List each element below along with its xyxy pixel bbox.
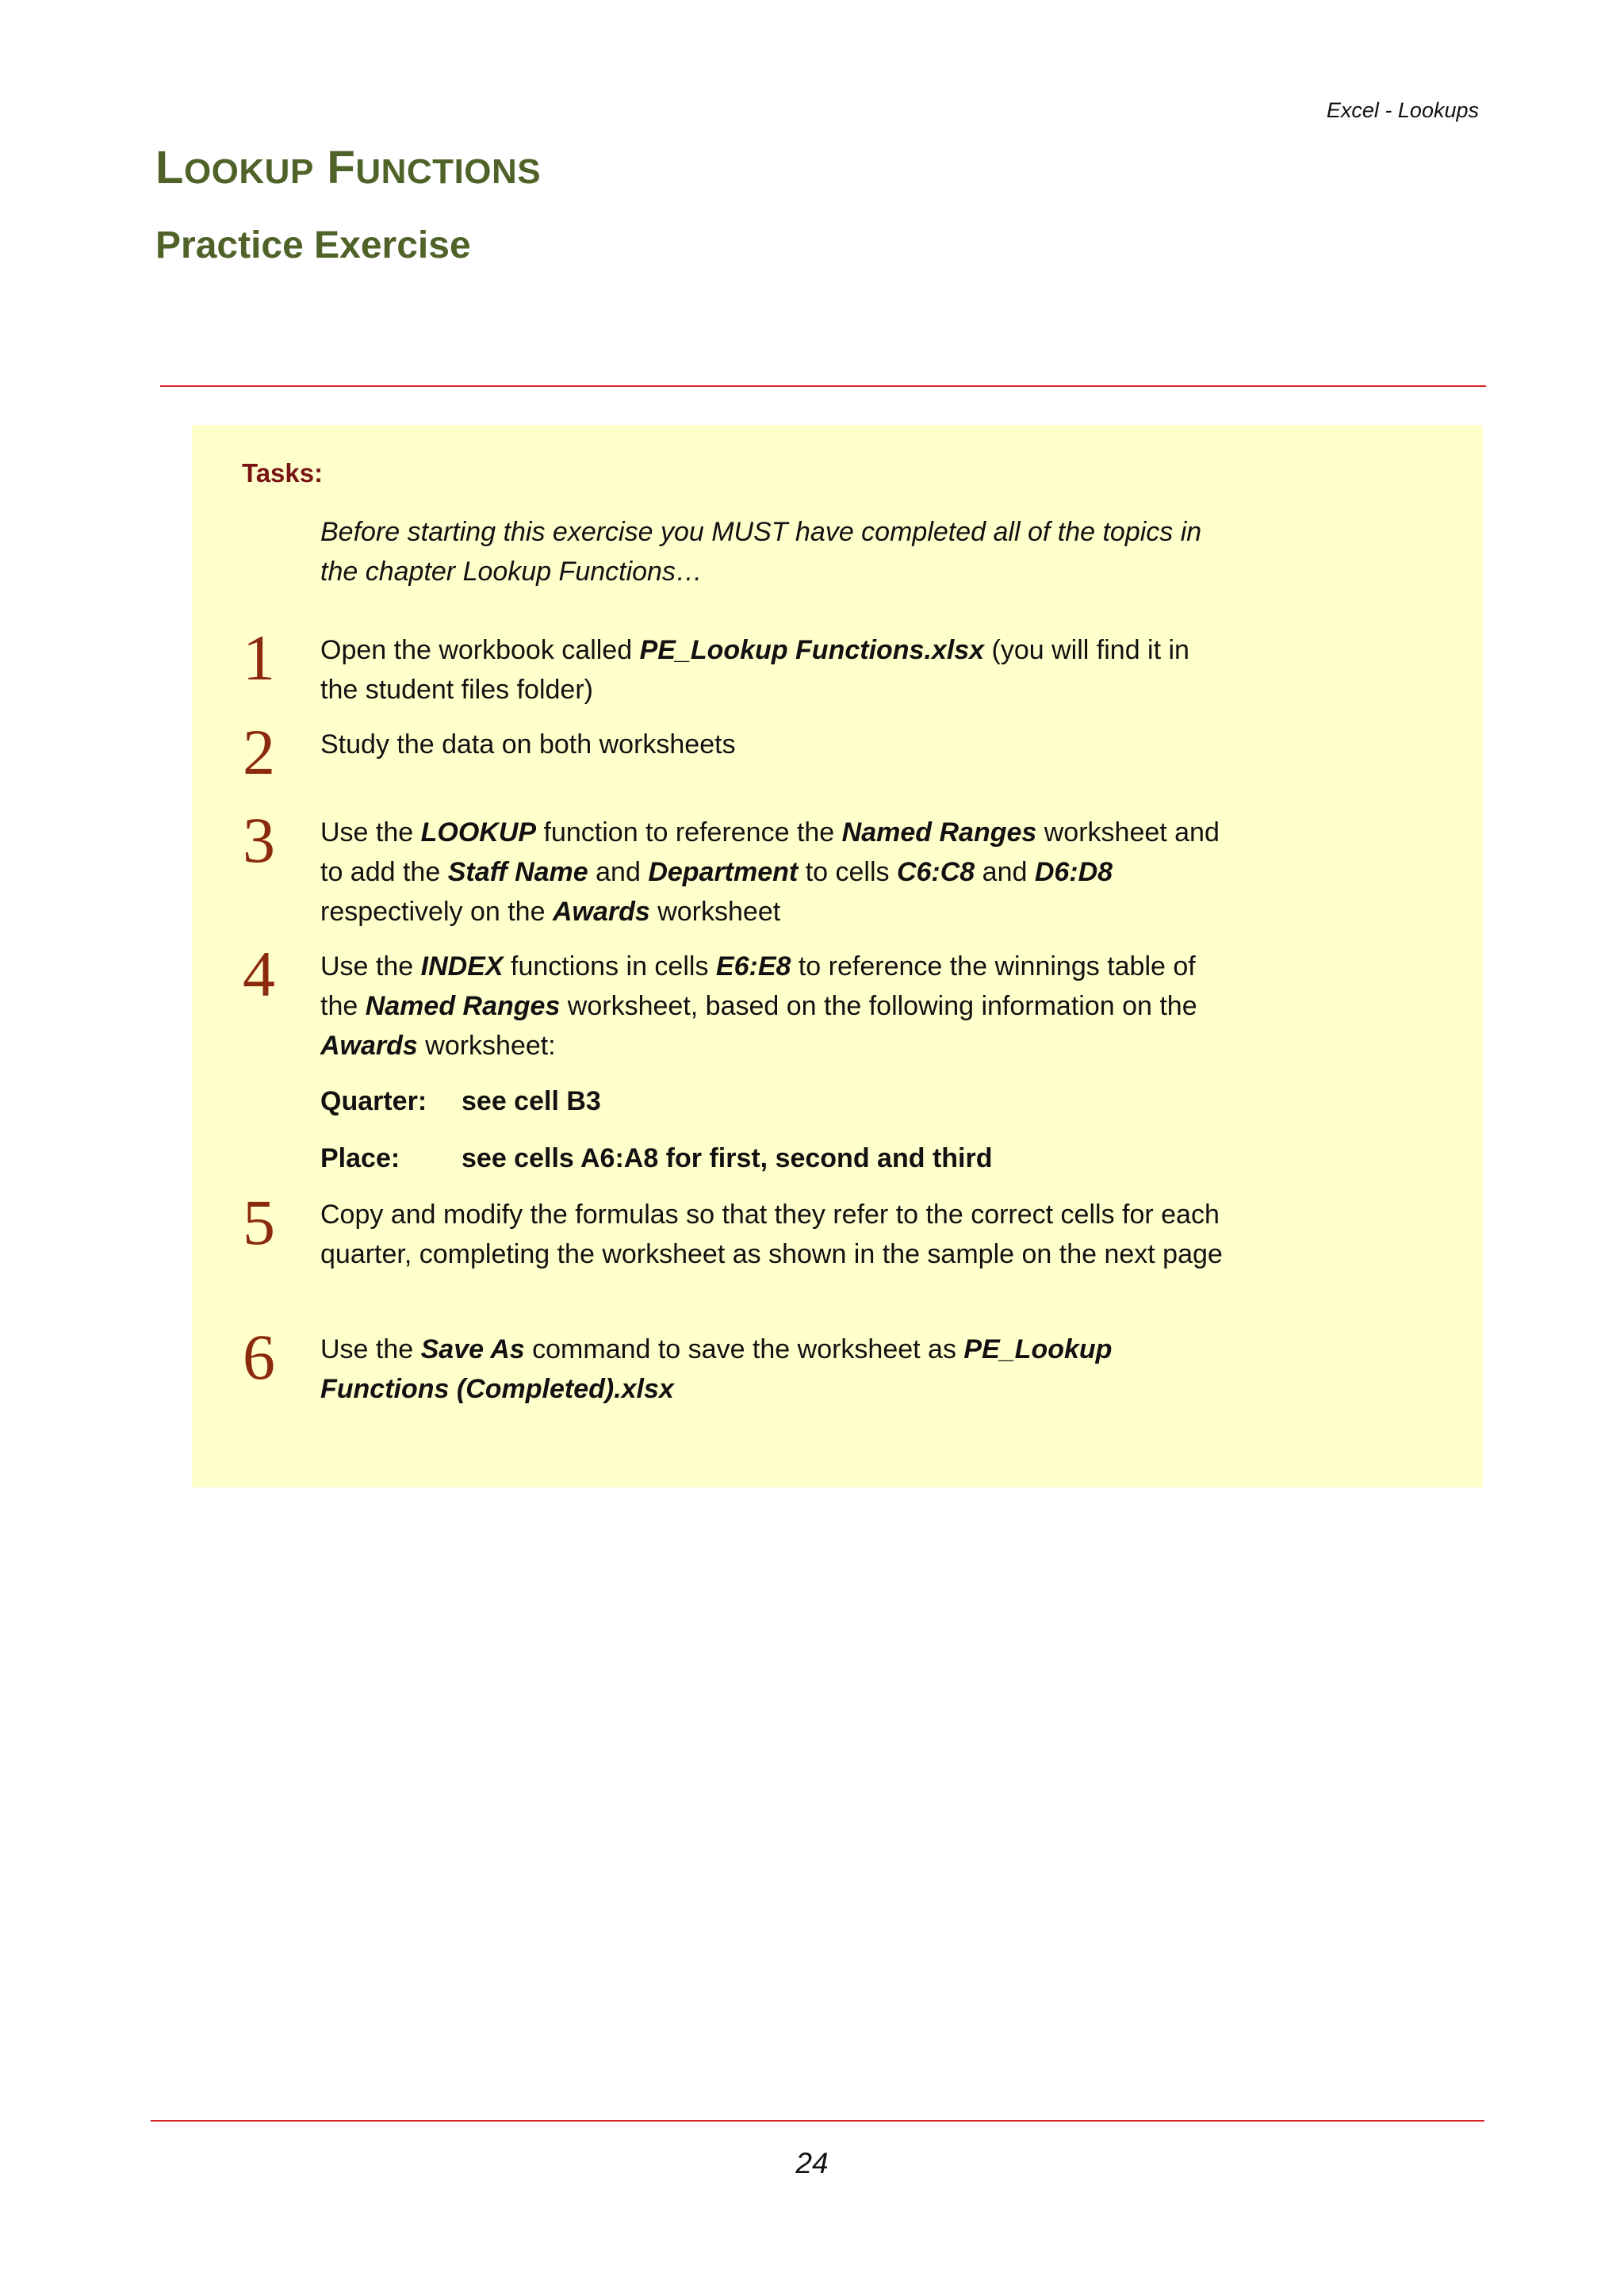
- step-text-run: Use the: [320, 1334, 421, 1364]
- step-number: 1: [243, 622, 275, 694]
- step-text-run: to reference the winnings table of the: [320, 951, 1196, 1021]
- step-text-run: worksheet and to add the: [320, 817, 1220, 887]
- step-number: 6: [243, 1321, 275, 1393]
- top-divider: [160, 385, 1486, 387]
- bottom-divider: [151, 2120, 1484, 2122]
- step-text-run: (you will find it in the student files folder): [320, 635, 1189, 705]
- emphasis-text: PE_Lookup Functions.xlsx: [639, 635, 985, 665]
- emphasis-text: Save As: [420, 1334, 525, 1364]
- emphasis-text: Awards: [552, 897, 650, 927]
- header-breadcrumb: Excel - Lookups: [1326, 98, 1479, 122]
- intro-note: Before starting this exercise you MUST have completed all of the topics in the chapter Lookup Functions…: [320, 517, 1202, 587]
- step-text-run: respectively on the: [320, 897, 553, 927]
- step-text-run: worksheet, based on the following information on the: [560, 991, 1197, 1021]
- step-number: 4: [243, 938, 275, 1010]
- page-title: [155, 141, 541, 194]
- step-text-run: Copy and modify the formulas so that they refer to the correct cells for each quarter, completing the worksheet as shown in the sample on the next page: [320, 1200, 1223, 1269]
- step-text-run: Open the workbook called: [320, 635, 640, 665]
- emphasis-text: Staff Name: [447, 857, 588, 887]
- emphasis-text: LOOKUP: [420, 817, 537, 848]
- title-initial-2: F: [327, 142, 356, 193]
- step-text: [320, 630, 1232, 710]
- step-text: [320, 725, 1232, 764]
- step-number: 3: [243, 804, 275, 876]
- emphasis-text: D6:D8: [1034, 857, 1113, 887]
- step-text-run: worksheet: [649, 897, 781, 927]
- emphasis-text: E6:E8: [715, 951, 791, 982]
- emphasis-text: Named Ranges: [365, 991, 561, 1021]
- step-text-run: to cells: [798, 857, 897, 887]
- emphasis-text: Department: [648, 857, 799, 887]
- emphasis-text: INDEX: [420, 951, 504, 982]
- step-number: 2: [243, 716, 275, 788]
- step-text-run: command to save the worksheet as: [524, 1334, 964, 1364]
- step-text-run: Study the data on both worksheets: [320, 729, 736, 760]
- step-text-run: function to reference the: [536, 817, 842, 848]
- info-quarter: [320, 1081, 601, 1121]
- step-text-run: and: [588, 857, 649, 887]
- emphasis-text: Awards: [320, 1031, 418, 1061]
- step-text-run: functions in cells: [503, 951, 716, 982]
- title-rest-2: UNCTIONS: [355, 152, 542, 191]
- page-number: 24: [795, 2147, 829, 2179]
- info-key: Quarter:: [320, 1086, 427, 1116]
- emphasis-text: C6:C8: [896, 857, 975, 887]
- step-number: 5: [243, 1186, 275, 1258]
- emphasis-text: PE_Lookup Functions (Completed).xlsx: [320, 1334, 1113, 1404]
- tasks-heading: Tasks:: [242, 458, 324, 488]
- step-text-run: Use the: [320, 951, 421, 982]
- step-text: [320, 947, 1232, 1066]
- info-key: Place:: [320, 1143, 400, 1173]
- emphasis-text: Named Ranges: [841, 817, 1037, 848]
- step-text-run: Use the: [320, 817, 421, 848]
- info-value: see cell B3: [462, 1086, 601, 1116]
- title-rest-1: OOKUP: [183, 152, 314, 191]
- step-text-run: worksheet:: [417, 1031, 556, 1061]
- info-value: see cells A6:A8 for first, second and third: [462, 1143, 993, 1173]
- step-text-run: and: [975, 857, 1035, 887]
- step-text: [320, 1330, 1232, 1409]
- step-text: [320, 1195, 1232, 1274]
- info-place: [320, 1138, 992, 1178]
- title-initial-1: L: [155, 142, 184, 193]
- step-text: [320, 813, 1232, 932]
- page-subtitle: Practice Exercise: [155, 224, 471, 266]
